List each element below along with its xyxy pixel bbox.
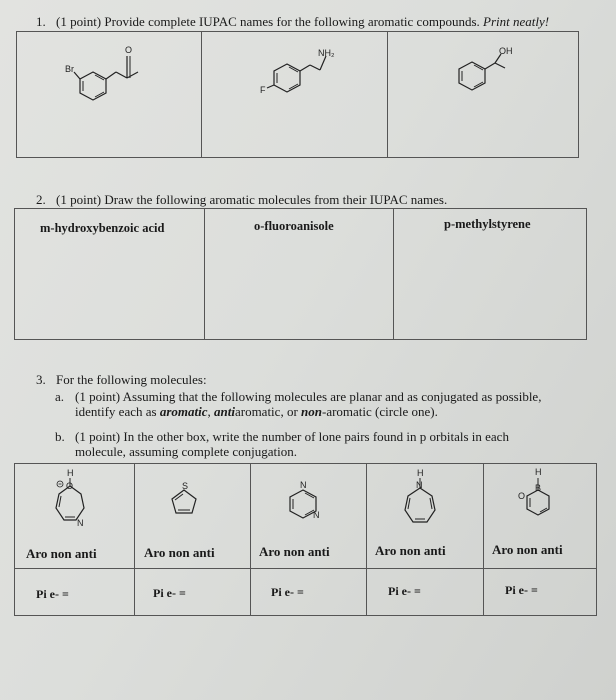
q3-col-divider-3: [366, 463, 367, 616]
q2-name-2: o-fluoroanisole: [254, 219, 334, 233]
hydroxyl-label: OH: [499, 46, 513, 56]
q1-divider-1: [201, 31, 202, 158]
q3a-line1: (1 point) Assuming that the following molecules are planar and as conjugated as possible,: [75, 389, 542, 404]
q3-m4-n-label: N: [416, 480, 423, 490]
q3-col-divider-2: [250, 463, 251, 616]
q3a-non: non: [301, 404, 322, 419]
q3-pi-electrons-4[interactable]: Pi e- =: [388, 584, 421, 598]
q1-divider-2: [387, 31, 388, 158]
q3-col-divider-1: [134, 463, 135, 616]
q3-m3-n2-label: N: [313, 510, 320, 520]
q3-m5-b-label: B: [535, 483, 542, 493]
q3a-anti: anti: [214, 404, 235, 419]
q3-molecule-thiophene: [163, 478, 213, 528]
q3-m2-s-label: S: [182, 481, 189, 491]
q3-m1-h-label: H: [67, 468, 74, 478]
q1-molecule-bromophenylacetone: [60, 40, 170, 110]
q3-molecule-oxazepine: [40, 466, 110, 538]
q3-choices-4[interactable]: Aro non anti: [375, 543, 446, 558]
q3-choices-5[interactable]: Aro non anti: [492, 542, 563, 557]
question-3-number: 3.: [36, 372, 46, 387]
q3b-letter: b.: [55, 429, 65, 444]
q3-molecule-azepine: [390, 466, 450, 538]
q3-choices-1[interactable]: Aro non anti: [26, 546, 97, 561]
q3-m1-o-label: O: [66, 481, 74, 491]
q3a-line2-end: -aromatic (circle one).: [322, 404, 438, 419]
q3a-comma: ,: [207, 404, 214, 419]
q3-pi-electrons-1[interactable]: Pi e- =: [36, 587, 69, 601]
q3-choices-3[interactable]: Aro non anti: [259, 544, 330, 559]
question-1-number: 1.: [36, 14, 46, 29]
q1-molecule-fluorophenylamine: [260, 40, 360, 110]
q3-m3-n1-label: N: [300, 480, 307, 490]
q2-name-3: p-methylstyrene: [444, 217, 531, 231]
q3-col-divider-4: [483, 463, 484, 616]
ketone-oxygen-label: O: [125, 45, 133, 55]
q2-divider-1: [204, 208, 205, 340]
q3b-line1: (1 point) In the other box, write the number of lone pairs found in p orbitals in each: [75, 429, 509, 444]
question-3b: [55, 429, 595, 459]
question-3: [36, 372, 207, 388]
q3-pi-electrons-3[interactable]: Pi e- =: [271, 585, 304, 599]
q2-divider-2: [393, 208, 394, 340]
q2-name-1: m-hydroxybenzoic acid: [40, 221, 165, 235]
question-1: [36, 14, 549, 30]
q3-m4-h-label: H: [417, 468, 424, 478]
amine-label: NH₂: [318, 48, 335, 58]
question-2-number: 2.: [36, 192, 46, 207]
q3-molecule-oxaborinine: [510, 464, 570, 536]
q3-choices-2[interactable]: Aro non anti: [144, 545, 215, 560]
question-1-text: (1 point) Provide complete IUPAC names for the following aromatic compounds.: [56, 14, 480, 29]
question-3-intro: For the following molecules:: [56, 372, 207, 387]
q3a-line2-start: identify each as: [75, 404, 160, 419]
bromo-label: Br: [65, 64, 74, 74]
q3a-aromatic: aromatic: [159, 404, 208, 419]
question-2: [36, 192, 447, 208]
q3-m5-o-label: O: [518, 491, 526, 501]
q3-m1-n-label: N: [77, 518, 84, 528]
q3-table-row-divider: [14, 568, 597, 569]
question-2-text: (1 point) Draw the following aromatic molecules from their IUPAC names.: [56, 192, 448, 207]
q3b-line2: molecule, assuming complete conjugation.: [75, 444, 298, 459]
question-1-emphasis: Print neatly!: [483, 14, 550, 29]
fluoro-label: F: [260, 85, 266, 95]
q3-m5-h-label: H: [535, 467, 542, 477]
q3a-aromatic2: aromatic, or: [234, 404, 302, 419]
q3-pi-electrons-2[interactable]: Pi e- =: [153, 586, 186, 600]
question-3a: [55, 389, 595, 419]
q3-pi-electrons-5[interactable]: Pi e- =: [505, 583, 538, 597]
q3a-letter: a.: [55, 389, 65, 404]
q1-molecule-phenylethanol: [445, 40, 545, 110]
q3-molecule-pyrimidine: [283, 476, 338, 531]
